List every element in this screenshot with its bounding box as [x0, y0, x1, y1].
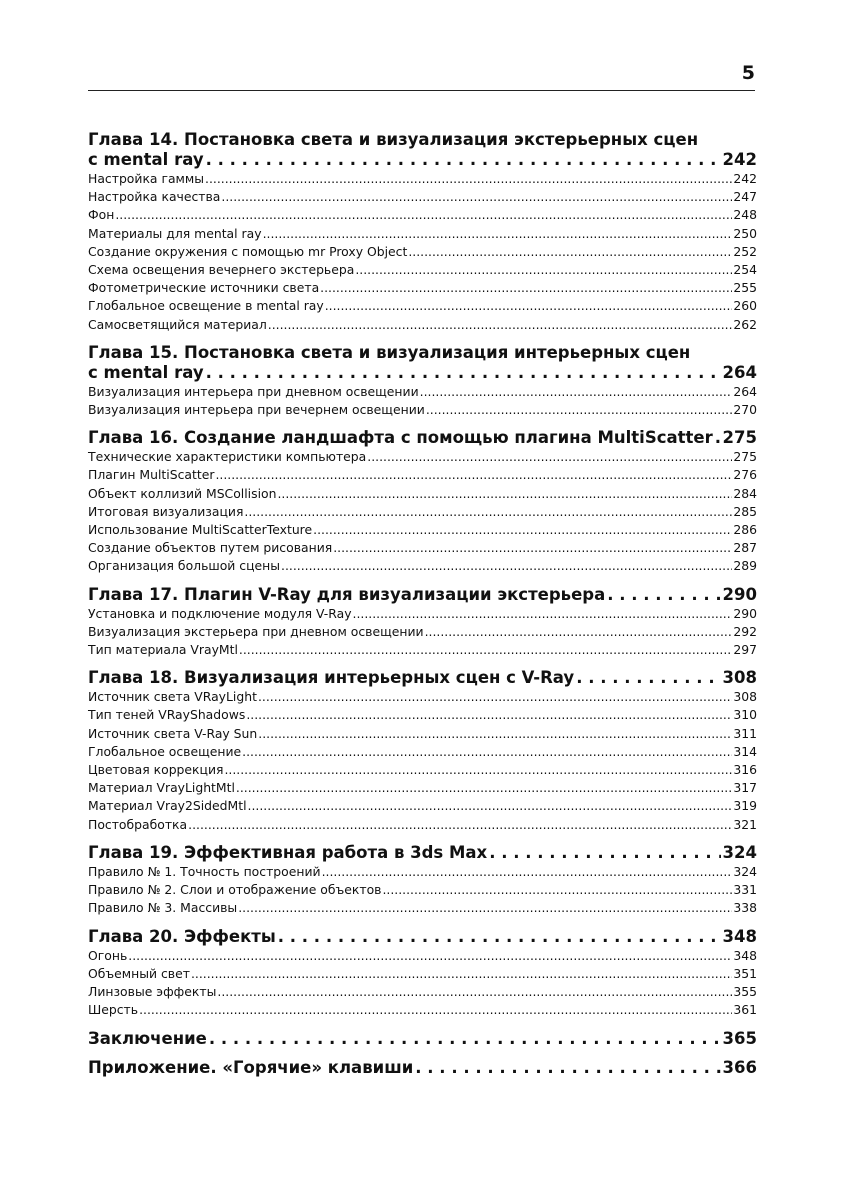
toc-entry: Визуализация интерьера при дневном освещении ..... 264 — [88, 383, 757, 401]
toc-entry: Правило № 1. Точность построений ..... 324 — [88, 863, 757, 881]
toc-entry: Тип теней VRayShadows ..... 310 — [88, 706, 757, 724]
toc-entry: Правило № 2. Слои и отображение объектов ..... 331 — [88, 881, 757, 899]
toc-entry: Визуализация интерьера при вечернем освещении ..... 270 — [88, 401, 757, 419]
toc-entry: Плагин MultiScatter ..... 276 — [88, 466, 757, 484]
toc-entry: Линзовые эффекты ..... 355 — [88, 983, 757, 1001]
appendix-entry: Приложение. «Горячие» клавиши . . . 366 — [88, 1058, 757, 1078]
toc-entry: Тип материала VrayMtl ..... 297 — [88, 641, 757, 659]
chapter-title: Глава 17. Плагин V-Ray для визуализации экстерьера . . . 290 — [88, 585, 757, 605]
chapter-18 — [88, 668, 757, 834]
chapter-title-line1: Глава 14. Постановка света и визуализация экстерьерных сцен — [88, 130, 699, 149]
chapter-17 — [88, 585, 757, 660]
toc-entry: Создание окружения с помощью mr Proxy Object ..... 252 — [88, 243, 757, 261]
header-rule — [88, 90, 755, 91]
toc-entry: Постобработка ..... 321 — [88, 816, 757, 834]
toc-entry: Цветовая коррекция ..... 316 — [88, 761, 757, 779]
toc-entry: Источник света V-Ray Sun ..... 311 — [88, 725, 757, 743]
toc-entry: Создание объектов путем рисования ..... 287 — [88, 539, 757, 557]
toc-entry: Визуализация экстерьера при дневном освещении ..... 292 — [88, 623, 757, 641]
chapter-title: Глава 20. Эффекты . . . 348 — [88, 927, 757, 947]
toc-entry: Схема освещения вечернего экстерьера ..... 254 — [88, 261, 757, 279]
toc-entry: Настройка качества ..... 247 — [88, 188, 757, 206]
toc-entry: Огонь ..... 348 — [88, 947, 757, 965]
chapter-page: 290 — [722, 584, 757, 604]
toc-entry: Правило № 3. Массивы ..... 338 — [88, 899, 757, 917]
toc-entry: Объемный свет ..... 351 — [88, 965, 757, 983]
toc-entry: Шерсть ..... 361 — [88, 1001, 757, 1019]
toc-entry: Использование MultiScatterTexture ..... 286 — [88, 521, 757, 539]
toc-entry: Самосветящийся материал ..... 262 — [88, 316, 757, 334]
toc-entry: Фон ..... 248 — [88, 206, 757, 224]
chapter-20 — [88, 927, 757, 1020]
chapter-title: Глава 16. Создание ландшафта с помощью плагина MultiScatter . . . 275 — [88, 428, 757, 448]
chapter-page: 242 — [722, 150, 757, 169]
toc-entry: Организация большой сцены ..... 289 — [88, 557, 757, 575]
chapter-title-line2: с mental ray . . . 242 — [88, 150, 757, 170]
chapter-title-line1: Глава 15. Постановка света и визуализация интерьерных сцен — [88, 342, 691, 362]
conclusion-entry: Заключение . . . 365 — [88, 1029, 757, 1049]
chapter-15 — [88, 343, 757, 419]
chapter-19 — [88, 843, 757, 918]
chapter-title: Глава 19. Эффективная работа в 3ds Max . . . 324 — [88, 843, 757, 863]
page-number: 5 — [741, 62, 755, 84]
toc-entry: Итоговая визуализация ..... 285 — [88, 503, 757, 521]
chapter-page: 324 — [722, 842, 757, 862]
chapter-page: 348 — [722, 926, 757, 946]
chapter-page: 264 — [722, 362, 757, 382]
toc-entry: Технические характеристики компьютера ..... 275 — [88, 448, 757, 466]
chapter-title-line2: с mental ray . . . 264 — [88, 363, 757, 383]
toc-entry: Глобальное освещение в mental ray ..... 260 — [88, 297, 757, 315]
toc-entry: Установка и подключение модуля V-Ray ..... 290 — [88, 605, 757, 623]
chapter-14 — [88, 130, 757, 334]
toc-entry: Материал VrayLightMtl ..... 317 — [88, 779, 757, 797]
toc-entry: Материалы для mental ray ..... 250 — [88, 225, 757, 243]
chapter-page: 308 — [722, 668, 757, 688]
toc-entry: Источник света VRayLight ..... 308 — [88, 688, 757, 706]
toc-entry: Глобальное освещение ..... 314 — [88, 743, 757, 761]
toc-entry: Объект коллизий MSCollision ..... 284 — [88, 485, 757, 503]
chapter-title: Глава 18. Визуализация интерьерных сцен с V-Ray . . . 308 — [88, 668, 757, 688]
chapter-16 — [88, 428, 757, 575]
table-of-contents — [88, 130, 757, 1078]
toc-entry: Фотометрические источники света ..... 255 — [88, 279, 757, 297]
toc-entry: Материал Vray2SidedMtl ..... 319 — [88, 797, 757, 815]
chapter-page: 275 — [722, 428, 757, 448]
toc-entry: Настройка гаммы ..... 242 — [88, 170, 757, 188]
